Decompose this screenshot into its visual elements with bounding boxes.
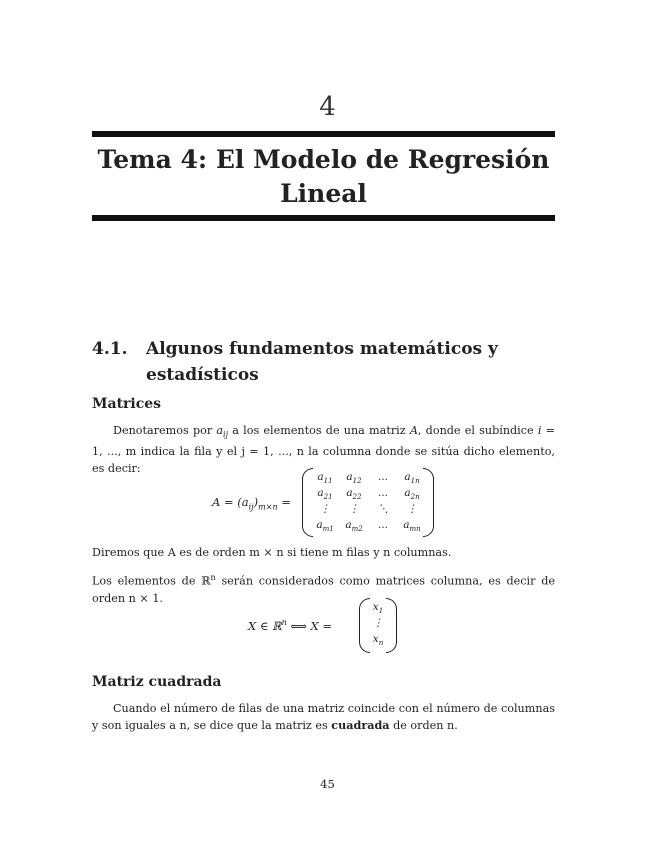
vector-cell: ⋮ bbox=[372, 617, 384, 629]
cuadrada-paragraph bbox=[92, 700, 555, 734]
chapter-number: 4 bbox=[319, 92, 336, 122]
top-rule bbox=[92, 131, 555, 137]
subsection-matrices: Matrices bbox=[92, 396, 162, 412]
matrix-A bbox=[302, 468, 434, 538]
text-run: de orden n. bbox=[389, 719, 458, 732]
vector-cell: $x_n$ bbox=[372, 633, 384, 648]
text-run: Los elementos de ℝ bbox=[92, 574, 211, 588]
eq2-lhs: X ∈ ℝ bbox=[248, 618, 282, 633]
matrix-cell: $a_{m1}$ bbox=[316, 519, 334, 534]
math-A: A bbox=[409, 424, 418, 437]
text-run: Cuando el número de filas de una matriz coincide con el número de columnas y son iguales a n, se dice que la matriz es bbox=[92, 702, 555, 732]
subsection-matriz-cuadrada: Matriz cuadrada bbox=[92, 674, 222, 690]
section-title: Algunos fundamentos matemáticos y estadísticos bbox=[146, 339, 498, 385]
matrix-cell: $a_{11}$ bbox=[317, 471, 333, 486]
matrix-cell: ... bbox=[377, 487, 388, 499]
matrix-cell: $a_{22}$ bbox=[346, 487, 362, 502]
bottom-rule bbox=[92, 215, 555, 221]
bold-term: cuadrada bbox=[331, 718, 390, 732]
matrix-cell: ⋮ bbox=[319, 503, 331, 515]
text-run: serán considerados como matrices columna, es decir de orden n × 1. bbox=[92, 574, 555, 605]
math-aij: $a_{ij}$ bbox=[216, 424, 229, 440]
math-i: i bbox=[537, 424, 542, 437]
vector-X bbox=[359, 598, 397, 654]
matrix-cell: $a_{12}$ bbox=[346, 471, 362, 486]
equation-matrix-definition: $A = (a_{ij})_{m\times n}$ = bbox=[212, 495, 291, 512]
text-run: , donde el subíndice bbox=[417, 424, 538, 437]
eq1-lhs: $A = (a_{ij})_{m\times n}$ bbox=[212, 495, 278, 512]
matrix-cell: $a_{21}$ bbox=[317, 487, 333, 502]
matrix-cell: ... bbox=[377, 519, 388, 531]
matrix-cell: ⋱ bbox=[377, 503, 389, 515]
matrices-paragraph-2: Diremos que A es de orden m × n si tiene m filas y n columnas. bbox=[92, 546, 452, 559]
eq2-rhs: ⟺ X = bbox=[286, 618, 333, 633]
matrix-cell: ⋮ bbox=[348, 503, 360, 515]
vector-cell: $x_1$ bbox=[372, 601, 384, 616]
section-number: 4.1. bbox=[92, 339, 128, 359]
text-run: = 1, ..., m indica la fila y el j = 1, ..., n la columna donde se sitúa dicho elemento, es decir: bbox=[92, 424, 555, 476]
matrices-paragraph-3: Los elementos de ℝ$^n$ serán considerados como matrices columna, es decir de orden n × 1. bbox=[92, 573, 555, 605]
text-run: a los elementos de una matriz bbox=[228, 424, 410, 437]
page-number: 45 bbox=[320, 777, 335, 791]
matrix-cell: $a_{1n}$ bbox=[404, 471, 420, 486]
matrix-cell: ⋮ bbox=[406, 503, 418, 515]
matrix-cell: ... bbox=[377, 471, 388, 483]
chapter-title: Tema 4: El Modelo de Regresión Lineal bbox=[97, 145, 550, 208]
matrix-cell: $a_{m2}$ bbox=[345, 519, 363, 534]
text-run: Denotaremos por bbox=[113, 424, 217, 437]
matrix-cell: $a_{2n}$ bbox=[404, 487, 420, 502]
matrix-cell: $a_{mn}$ bbox=[403, 519, 421, 534]
equation-column-vector: X ∈ ℝ$^n$ ⟺ X = bbox=[248, 618, 333, 633]
